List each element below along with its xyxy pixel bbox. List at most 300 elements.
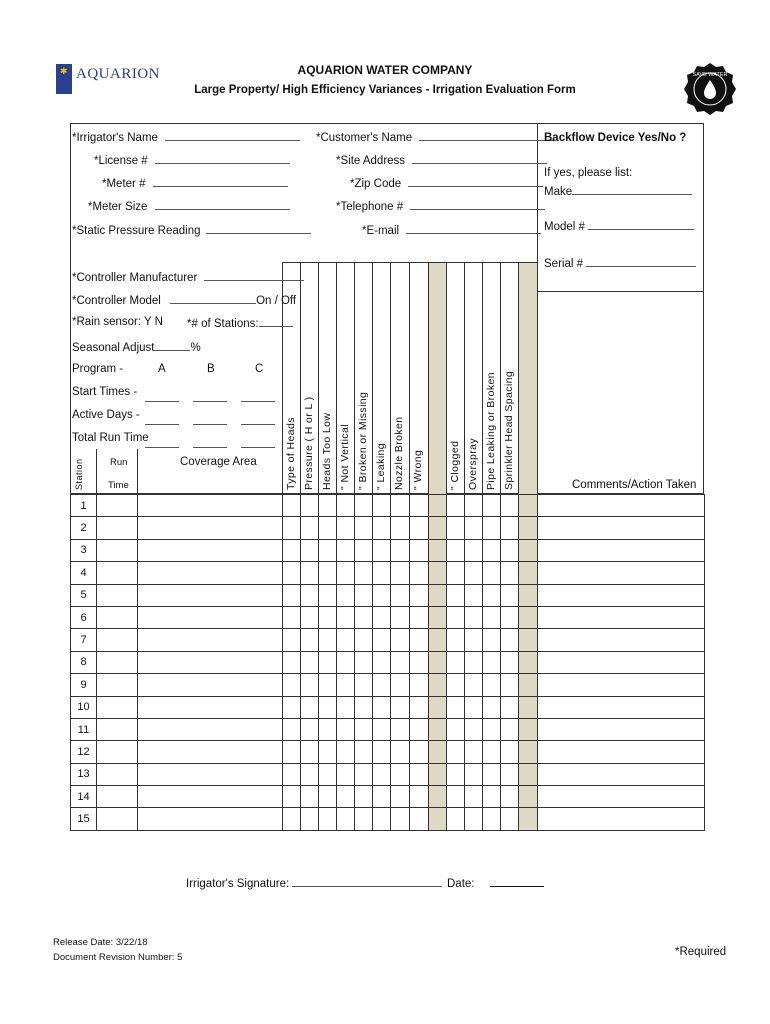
check-cell[interactable]	[355, 786, 373, 808]
seasonal-adjust-field[interactable]: Seasonal Adjust %	[72, 342, 201, 354]
check-cell[interactable]	[429, 696, 447, 718]
check-cell[interactable]	[483, 808, 501, 830]
check-cell[interactable]	[501, 517, 519, 539]
comments-cell[interactable]	[538, 539, 705, 561]
check-cell[interactable]	[429, 517, 447, 539]
check-cell[interactable]	[337, 786, 355, 808]
irrigator-name-field[interactable]: *Irrigator's Name	[72, 130, 300, 144]
run-time-cell[interactable]	[97, 629, 138, 651]
check-cell[interactable]	[283, 786, 301, 808]
telephone-field[interactable]: *Telephone #	[336, 199, 545, 213]
check-cell[interactable]	[447, 539, 465, 561]
check-cell[interactable]	[429, 763, 447, 785]
run-time-cell[interactable]	[97, 562, 138, 584]
check-cell[interactable]	[429, 606, 447, 628]
check-cell[interactable]	[410, 606, 429, 628]
rain-sensor-field[interactable]: *Rain sensor: Y N	[72, 316, 163, 328]
check-cell[interactable]	[391, 629, 410, 651]
coverage-area-cell[interactable]	[138, 674, 283, 696]
check-cell[interactable]	[319, 718, 337, 740]
check-cell[interactable]	[355, 741, 373, 763]
check-cell[interactable]	[465, 517, 483, 539]
check-cell[interactable]	[283, 562, 301, 584]
shaded-column	[429, 263, 446, 494]
check-cell[interactable]	[373, 651, 391, 673]
check-cell[interactable]	[373, 495, 391, 517]
comments-cell[interactable]	[538, 786, 705, 808]
check-cell[interactable]	[319, 696, 337, 718]
check-cell[interactable]	[483, 517, 501, 539]
license-field[interactable]: *License #	[94, 153, 290, 167]
coverage-area-cell[interactable]	[138, 718, 283, 740]
coverage-area-cell[interactable]	[138, 562, 283, 584]
check-cell[interactable]	[283, 741, 301, 763]
check-cell[interactable]	[465, 539, 483, 561]
check-cell[interactable]	[319, 763, 337, 785]
station-number: 9	[71, 674, 97, 696]
check-cell[interactable]	[447, 562, 465, 584]
check-cell[interactable]	[319, 606, 337, 628]
check-cell[interactable]	[483, 495, 501, 517]
check-cell[interactable]	[301, 763, 319, 785]
check-cell[interactable]	[519, 763, 538, 785]
check-cell[interactable]	[373, 763, 391, 785]
check-cell[interactable]	[465, 584, 483, 606]
comments-cell[interactable]	[538, 584, 705, 606]
check-cell[interactable]	[355, 629, 373, 651]
check-cell[interactable]	[373, 539, 391, 561]
check-cell[interactable]	[283, 674, 301, 696]
coverage-area-cell[interactable]	[138, 517, 283, 539]
check-cell[interactable]	[337, 741, 355, 763]
check-cell[interactable]	[319, 741, 337, 763]
check-cell[interactable]	[501, 606, 519, 628]
check-cell[interactable]	[301, 674, 319, 696]
run-time-cell[interactable]	[97, 741, 138, 763]
station-row	[71, 562, 705, 584]
coverage-area-cell[interactable]	[138, 786, 283, 808]
check-cell[interactable]	[483, 718, 501, 740]
run-time-cell[interactable]	[97, 674, 138, 696]
check-cell[interactable]	[429, 495, 447, 517]
backflow-serial-field[interactable]: Serial #	[544, 256, 696, 270]
check-cell[interactable]	[337, 495, 355, 517]
check-cell[interactable]	[355, 651, 373, 673]
check-cell[interactable]	[501, 763, 519, 785]
check-cell[interactable]	[319, 629, 337, 651]
check-cell[interactable]	[519, 808, 538, 830]
check-cell[interactable]	[429, 718, 447, 740]
check-cell[interactable]	[447, 517, 465, 539]
check-cell[interactable]	[355, 763, 373, 785]
check-cell[interactable]	[355, 495, 373, 517]
comments-cell[interactable]	[538, 808, 705, 830]
check-cell[interactable]	[447, 651, 465, 673]
run-time-cell[interactable]	[97, 517, 138, 539]
check-cell[interactable]	[483, 651, 501, 673]
check-cell[interactable]	[447, 718, 465, 740]
check-cell[interactable]	[465, 674, 483, 696]
check-cell[interactable]	[337, 606, 355, 628]
check-cell[interactable]	[301, 562, 319, 584]
check-cell[interactable]	[483, 696, 501, 718]
check-cell[interactable]	[301, 495, 319, 517]
check-cell[interactable]	[483, 741, 501, 763]
check-cell[interactable]	[447, 606, 465, 628]
comments-cell[interactable]	[538, 517, 705, 539]
check-cell[interactable]	[355, 718, 373, 740]
run-time-cell[interactable]	[97, 763, 138, 785]
check-cell[interactable]	[447, 786, 465, 808]
check-cell[interactable]	[391, 674, 410, 696]
check-cell[interactable]	[355, 562, 373, 584]
check-cell[interactable]	[373, 584, 391, 606]
check-cell[interactable]	[373, 629, 391, 651]
check-cell[interactable]	[355, 584, 373, 606]
check-cell[interactable]	[373, 808, 391, 830]
check-cell[interactable]	[355, 539, 373, 561]
check-cell[interactable]	[319, 786, 337, 808]
check-cell[interactable]	[483, 562, 501, 584]
check-cell[interactable]	[429, 651, 447, 673]
check-cell[interactable]	[501, 741, 519, 763]
check-cell[interactable]	[429, 786, 447, 808]
check-column-header: Nozzle Broken	[393, 416, 405, 490]
check-cell[interactable]	[391, 651, 410, 673]
check-cell[interactable]	[501, 696, 519, 718]
run-time-cell[interactable]	[97, 808, 138, 830]
comments-cell[interactable]	[538, 606, 705, 628]
check-cell[interactable]	[519, 741, 538, 763]
check-cell[interactable]	[283, 696, 301, 718]
check-cell[interactable]	[501, 718, 519, 740]
station-row	[71, 629, 705, 651]
check-cell[interactable]	[465, 763, 483, 785]
station-number: 11	[71, 718, 97, 740]
comments-cell[interactable]	[538, 763, 705, 785]
check-cell[interactable]	[501, 495, 519, 517]
check-cell[interactable]	[410, 539, 429, 561]
stations-count-field[interactable]: *# of Stations:	[187, 316, 293, 330]
check-cell[interactable]	[519, 562, 538, 584]
time-header: Time	[108, 480, 129, 491]
station-row	[71, 651, 705, 673]
meter-field[interactable]: *Meter #	[102, 176, 288, 190]
check-cell[interactable]	[373, 718, 391, 740]
coverage-area-cell[interactable]	[138, 763, 283, 785]
coverage-area-cell[interactable]	[138, 696, 283, 718]
check-cell[interactable]	[410, 584, 429, 606]
check-cell[interactable]	[337, 651, 355, 673]
check-cell[interactable]	[483, 606, 501, 628]
coverage-area-cell[interactable]	[138, 606, 283, 628]
check-cell[interactable]	[301, 517, 319, 539]
check-cell[interactable]	[447, 629, 465, 651]
check-cell[interactable]	[519, 651, 538, 673]
check-cell[interactable]	[301, 651, 319, 673]
coverage-area-cell[interactable]	[138, 584, 283, 606]
check-cell[interactable]	[519, 517, 538, 539]
comments-cell[interactable]	[538, 651, 705, 673]
check-cell[interactable]	[283, 629, 301, 651]
comments-cell[interactable]	[538, 495, 705, 517]
check-cell[interactable]	[301, 718, 319, 740]
comments-cell[interactable]	[538, 741, 705, 763]
run-time-cell[interactable]	[97, 718, 138, 740]
check-cell[interactable]	[519, 584, 538, 606]
check-cell[interactable]	[447, 808, 465, 830]
check-cell[interactable]	[465, 651, 483, 673]
check-cell[interactable]	[391, 495, 410, 517]
check-cell[interactable]	[391, 696, 410, 718]
station-number: 12	[71, 741, 97, 763]
site-address-field[interactable]: *Site Address	[336, 153, 547, 167]
run-time-cell[interactable]	[97, 584, 138, 606]
check-cell[interactable]	[355, 696, 373, 718]
check-cell[interactable]	[429, 584, 447, 606]
email-field[interactable]: *E-mail	[362, 223, 541, 237]
check-cell[interactable]	[301, 629, 319, 651]
check-cell[interactable]	[429, 562, 447, 584]
check-cell[interactable]	[519, 539, 538, 561]
check-cell[interactable]	[410, 741, 429, 763]
program-label: Program -	[72, 363, 124, 375]
check-cell[interactable]	[301, 606, 319, 628]
controller-model-field[interactable]: *Controller Model On / Off	[72, 295, 297, 307]
check-cell[interactable]	[355, 606, 373, 628]
check-cell[interactable]	[501, 651, 519, 673]
check-cell[interactable]	[319, 584, 337, 606]
comments-cell[interactable]	[538, 674, 705, 696]
check-cell[interactable]	[373, 696, 391, 718]
check-cell[interactable]	[337, 696, 355, 718]
check-cell[interactable]	[337, 584, 355, 606]
check-cell[interactable]	[410, 517, 429, 539]
check-cell[interactable]	[337, 517, 355, 539]
check-cell[interactable]	[483, 786, 501, 808]
irrigator-signature-field[interactable]: Irrigator's Signature:	[186, 876, 442, 890]
check-cell[interactable]	[283, 539, 301, 561]
check-cell[interactable]	[465, 696, 483, 718]
check-cell[interactable]	[373, 606, 391, 628]
check-cell[interactable]	[501, 629, 519, 651]
check-cell[interactable]	[429, 539, 447, 561]
run-time-cell[interactable]	[97, 696, 138, 718]
check-cell[interactable]	[465, 808, 483, 830]
check-cell[interactable]	[301, 584, 319, 606]
check-cell[interactable]	[519, 629, 538, 651]
check-cell[interactable]	[447, 674, 465, 696]
check-cell[interactable]	[519, 696, 538, 718]
check-cell[interactable]	[465, 786, 483, 808]
check-cell[interactable]	[410, 651, 429, 673]
check-cell[interactable]	[373, 741, 391, 763]
check-cell[interactable]	[483, 629, 501, 651]
check-cell[interactable]	[391, 517, 410, 539]
coverage-area-cell[interactable]	[138, 495, 283, 517]
station-table	[70, 494, 704, 845]
check-cell[interactable]	[410, 763, 429, 785]
check-cell[interactable]	[337, 539, 355, 561]
check-cell[interactable]	[283, 517, 301, 539]
check-cell[interactable]	[483, 539, 501, 561]
station-row	[71, 763, 705, 785]
run-time-cell[interactable]	[97, 606, 138, 628]
comments-cell[interactable]	[538, 718, 705, 740]
program-c-label: C	[255, 363, 264, 375]
check-cell[interactable]	[283, 763, 301, 785]
check-cell[interactable]	[391, 808, 410, 830]
meter-size-field[interactable]: *Meter Size	[88, 199, 290, 213]
check-cell[interactable]	[429, 629, 447, 651]
station-number: 15	[71, 808, 97, 830]
check-cell[interactable]	[501, 562, 519, 584]
check-column-header: Type of Heads	[285, 417, 297, 490]
required-note: *Required	[675, 946, 727, 958]
run-time-cell[interactable]	[97, 495, 138, 517]
check-cell[interactable]	[283, 808, 301, 830]
check-cell[interactable]	[410, 562, 429, 584]
check-cell[interactable]	[373, 674, 391, 696]
check-cell[interactable]	[301, 808, 319, 830]
check-cell[interactable]	[410, 718, 429, 740]
check-cell[interactable]	[447, 763, 465, 785]
check-cell[interactable]	[501, 584, 519, 606]
check-cell[interactable]	[301, 786, 319, 808]
check-cell[interactable]	[355, 808, 373, 830]
check-cell[interactable]	[391, 606, 410, 628]
controller-manufacturer-field[interactable]: *Controller Manufacturer	[72, 270, 304, 284]
backflow-model-field[interactable]: Model #	[544, 219, 694, 233]
check-cell[interactable]	[465, 718, 483, 740]
check-cell[interactable]	[283, 606, 301, 628]
check-cell[interactable]	[319, 495, 337, 517]
check-cell[interactable]	[429, 808, 447, 830]
run-time-cell[interactable]	[97, 651, 138, 673]
run-time-cell[interactable]	[97, 786, 138, 808]
check-cell[interactable]	[373, 517, 391, 539]
check-cell[interactable]	[355, 674, 373, 696]
check-cell[interactable]	[465, 562, 483, 584]
check-cell[interactable]	[319, 539, 337, 561]
check-cell[interactable]	[283, 584, 301, 606]
check-cell[interactable]	[337, 808, 355, 830]
save-water-seal-icon	[683, 62, 737, 116]
coverage-area-cell[interactable]	[138, 651, 283, 673]
check-cell[interactable]	[447, 584, 465, 606]
check-cell[interactable]	[429, 674, 447, 696]
check-cell[interactable]	[501, 674, 519, 696]
coverage-area-cell[interactable]	[138, 539, 283, 561]
check-cell[interactable]	[501, 786, 519, 808]
static-pressure-field[interactable]: *Static Pressure Reading	[72, 223, 311, 237]
check-cell[interactable]	[501, 539, 519, 561]
check-cell[interactable]	[410, 629, 429, 651]
check-column-header: Pipe Leaking or Broken	[485, 372, 497, 490]
check-cell[interactable]	[519, 495, 538, 517]
check-cell[interactable]	[465, 606, 483, 628]
comments-cell[interactable]	[538, 562, 705, 584]
check-cell[interactable]	[483, 584, 501, 606]
check-cell[interactable]	[483, 674, 501, 696]
check-cell[interactable]	[337, 763, 355, 785]
run-time-cell[interactable]	[97, 539, 138, 561]
check-cell[interactable]	[319, 674, 337, 696]
check-cell[interactable]	[465, 495, 483, 517]
program-a-label: A	[158, 363, 166, 375]
check-cell[interactable]	[519, 674, 538, 696]
date-field[interactable]: Date:	[447, 876, 544, 890]
check-cell[interactable]	[283, 718, 301, 740]
backflow-make-field[interactable]: Make	[544, 184, 692, 198]
revision-number: Document Revision Number: 5	[53, 952, 183, 963]
check-cell[interactable]	[391, 763, 410, 785]
check-cell[interactable]	[410, 786, 429, 808]
check-cell[interactable]	[483, 763, 501, 785]
check-cell[interactable]	[519, 606, 538, 628]
check-cell[interactable]	[391, 584, 410, 606]
check-cell[interactable]	[319, 651, 337, 673]
check-cell[interactable]	[501, 808, 519, 830]
comments-cell[interactable]	[538, 696, 705, 718]
check-cell[interactable]	[519, 786, 538, 808]
check-cell[interactable]	[447, 696, 465, 718]
check-cell[interactable]	[283, 651, 301, 673]
logo-wordmark: AQUARION	[76, 66, 160, 82]
check-cell[interactable]	[410, 808, 429, 830]
check-cell[interactable]	[373, 786, 391, 808]
check-cell[interactable]	[410, 495, 429, 517]
check-cell[interactable]	[391, 718, 410, 740]
check-cell[interactable]	[301, 539, 319, 561]
check-cell[interactable]	[337, 562, 355, 584]
check-cell[interactable]	[447, 495, 465, 517]
check-cell[interactable]	[355, 517, 373, 539]
check-column-header: Pressure ( H or L )	[303, 396, 315, 490]
check-cell[interactable]	[319, 808, 337, 830]
active-days-label: Active Days -	[72, 409, 140, 421]
check-cell[interactable]	[301, 741, 319, 763]
check-cell[interactable]	[465, 741, 483, 763]
check-cell[interactable]	[410, 696, 429, 718]
check-cell[interactable]	[391, 562, 410, 584]
check-cell[interactable]	[319, 517, 337, 539]
check-cell[interactable]	[391, 539, 410, 561]
check-cell[interactable]	[301, 696, 319, 718]
check-cell[interactable]	[465, 629, 483, 651]
check-cell[interactable]	[319, 562, 337, 584]
coverage-area-cell[interactable]	[138, 808, 283, 830]
check-cell[interactable]	[337, 718, 355, 740]
check-cell[interactable]	[391, 786, 410, 808]
customer-name-field[interactable]: *Customer's Name	[316, 130, 554, 144]
zip-code-field[interactable]: *Zip Code	[350, 176, 543, 190]
check-cell[interactable]	[447, 741, 465, 763]
check-cell[interactable]	[373, 562, 391, 584]
coverage-area-cell[interactable]	[138, 741, 283, 763]
comments-cell[interactable]	[538, 629, 705, 651]
check-cell[interactable]	[337, 629, 355, 651]
check-cell[interactable]	[283, 495, 301, 517]
check-cell[interactable]	[391, 741, 410, 763]
check-cell[interactable]	[429, 741, 447, 763]
check-cell[interactable]	[410, 674, 429, 696]
check-cell[interactable]	[519, 718, 538, 740]
check-cell[interactable]	[337, 674, 355, 696]
station-number: 13	[71, 763, 97, 785]
coverage-area-cell[interactable]	[138, 629, 283, 651]
backflow-title: Backflow Device Yes/No ?	[544, 132, 687, 144]
